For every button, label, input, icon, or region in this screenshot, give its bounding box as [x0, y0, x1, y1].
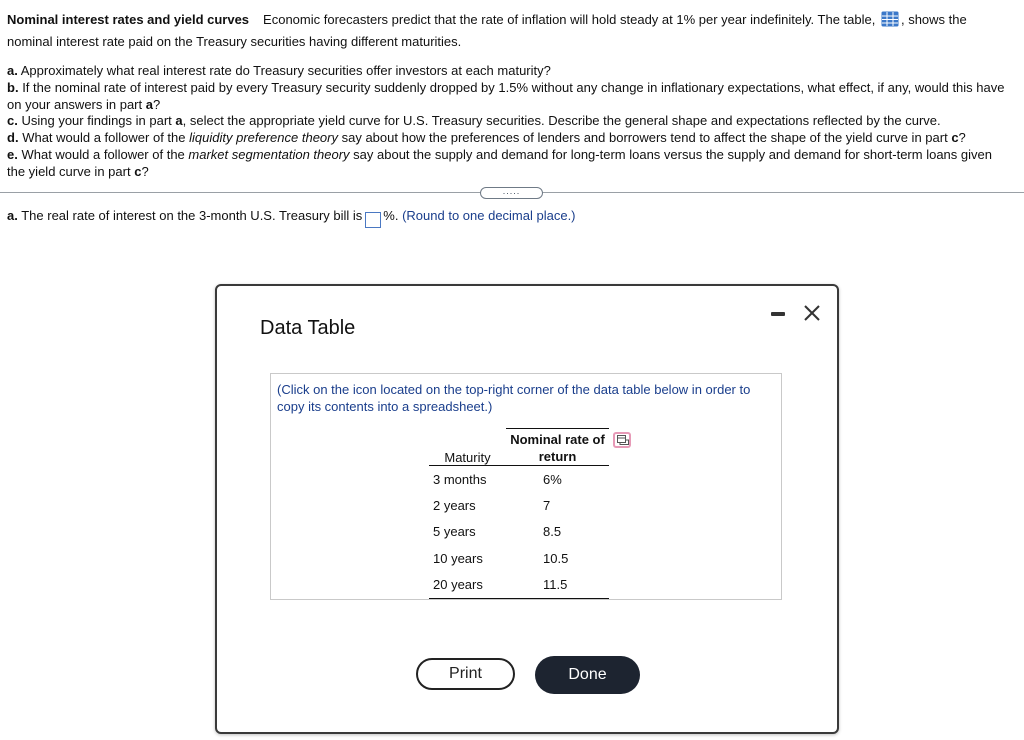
- cell-rate: 11.5: [506, 572, 609, 599]
- cell-rate: 8.5: [543, 524, 562, 540]
- table-row: [429, 545, 609, 571]
- print-button[interactable]: Print: [416, 658, 515, 690]
- question-list: [7, 63, 1012, 181]
- cell-maturity: 20 years: [429, 572, 506, 599]
- real-rate-input[interactable]: [365, 212, 381, 228]
- expand-collapse-button[interactable]: .....: [480, 187, 543, 199]
- nominal-rate-table: [429, 428, 609, 599]
- table-row: [429, 466, 609, 493]
- cell-rate: 6%: [543, 471, 562, 487]
- data-table-panel: [270, 373, 782, 600]
- cell-rate: 7: [543, 498, 551, 514]
- intro-text-1: Economic forecasters predict that the rate of inflation will hold steady at 1% per year indefinitely. The table,: [263, 12, 876, 27]
- table-row: [429, 519, 609, 545]
- cell-maturity: 3 months: [433, 471, 487, 487]
- table-header-row: [429, 429, 609, 466]
- table-row: [429, 492, 609, 518]
- copy-to-spreadsheet-icon[interactable]: [613, 432, 631, 448]
- close-icon[interactable]: [801, 302, 823, 324]
- answer-letter: a.: [7, 208, 18, 223]
- answer-prompt: The real rate of interest on the 3-month U.S. Treasury bill is: [21, 208, 363, 223]
- table-grid-icon[interactable]: [881, 11, 899, 27]
- table-row: [429, 572, 609, 599]
- question-b: b. If the nominal rate of interest paid by every Treasury security suddenly dropped by 1.5% without any change in inflationary expectations, what effect, if any, would this have on your answers in part a?: [7, 79, 1005, 112]
- intro-paragraph: [7, 9, 1012, 53]
- dialog-title: Data Table: [260, 317, 356, 339]
- intro-text-2: , shows the nominal interest rate paid on the Treasury securities having different maturities.: [7, 12, 967, 49]
- answer-unit: %.: [383, 208, 399, 223]
- rounding-hint: (Round to one decimal place.): [402, 208, 576, 223]
- cell-maturity: 10 years: [433, 550, 483, 566]
- question-d: d. What would a follower of the liquidity preference theory say about how the preferences of lenders and borrowers tend to affect the shape of the yield curve in part c?: [7, 130, 966, 146]
- cell-maturity: 5 years: [433, 524, 476, 540]
- cell-maturity: 2 years: [433, 498, 476, 514]
- header-nominal-rate: Nominal rate of return: [506, 429, 609, 466]
- question-e: e. What would a follower of the market segmentation theory say about the supply and demand for long-term loans versus the supply and demand for short-term loans given the yield curve in part c?: [7, 146, 992, 179]
- done-button[interactable]: Done: [535, 656, 640, 694]
- question-a: a. Approximately what real interest rate do Treasury securities offer investors at each maturity?: [7, 63, 551, 78]
- data-table-dialog: [215, 284, 839, 734]
- copy-instructions: (Click on the icon located on the top-right corner of the data table below in order to copy its contents into a spreadsheet.): [277, 382, 751, 414]
- answer-line: [7, 206, 576, 228]
- topic-title: Nominal interest rates and yield curves: [7, 12, 250, 27]
- header-maturity: Maturity: [429, 429, 506, 466]
- minimize-icon[interactable]: [771, 312, 785, 316]
- question-c: c. Using your findings in part a, select the appropriate yield curve for U.S. Treasury securities. Describe the general shape and expectations reflected by the curve.: [7, 113, 941, 129]
- cell-rate: 10.5: [543, 550, 569, 566]
